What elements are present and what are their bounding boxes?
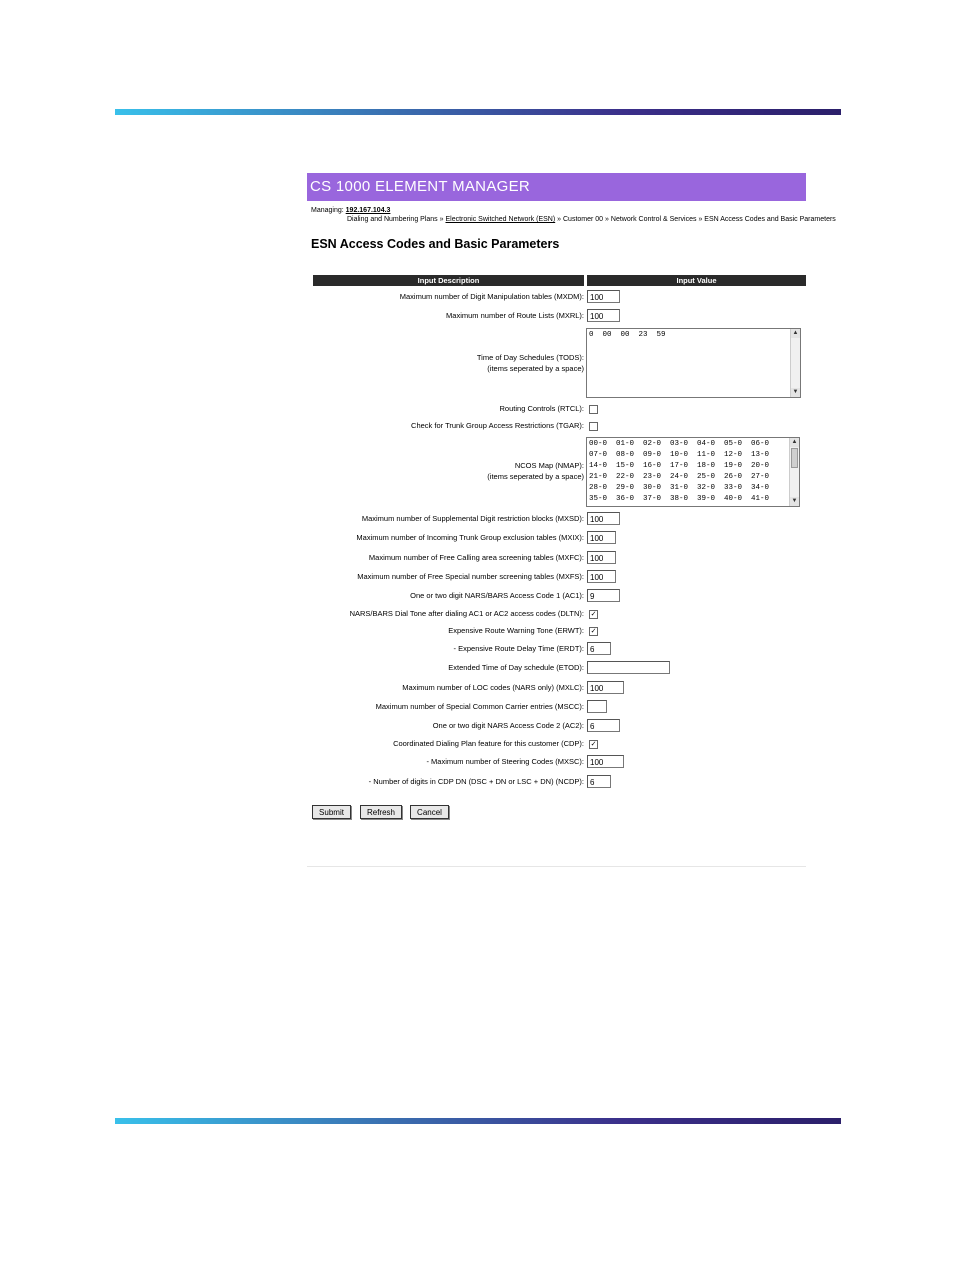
breadcrumb-current: ESN Access Codes and Basic Parameters [704, 216, 836, 223]
rtcl-checkbox[interactable] [589, 405, 598, 414]
ac2-input[interactable]: 6 [587, 719, 620, 732]
ncdp-label: - Number of digits in CDP DN (DSC + DN or LSC + DN) (NCDP): [368, 777, 584, 786]
etod-label: Extended Time of Day schedule (ETOD): [448, 663, 584, 672]
scroll-up-icon[interactable]: ▲ [792, 330, 799, 336]
managing-line [311, 207, 390, 214]
app-title: CS 1000 ELEMENT MANAGER [310, 178, 531, 195]
mxfc-label: Maximum number of Free Calling area screening tables (MXFC): [368, 553, 584, 562]
submit-button[interactable]: Submit [312, 805, 351, 819]
breadcrumb-esn-link[interactable]: Electronic Switched Network (ESN) [445, 216, 556, 223]
nmap-textarea[interactable] [586, 437, 800, 507]
scroll-up-icon[interactable]: ▲ [791, 439, 798, 445]
tods-textarea[interactable] [586, 328, 801, 398]
tods-label: Time of Day Schedules (TODS): [476, 353, 584, 362]
breadcrumb-separator: » [605, 216, 609, 223]
ac1-input[interactable]: 9 [587, 589, 620, 602]
managing-ip-link[interactable]: 192.167.104.3 [345, 207, 391, 214]
bottom-divider [115, 1118, 841, 1124]
mxdm-label: Maximum number of Digit Manipulation tables (MXDM): [399, 292, 584, 301]
scroll-down-icon[interactable]: ▼ [791, 498, 798, 504]
breadcrumb-separator: » [439, 216, 444, 223]
mxix-input[interactable]: 100 [587, 531, 616, 544]
top-divider [115, 109, 841, 115]
breadcrumb-dialing-plans[interactable]: Dialing and Numbering Plans [347, 216, 438, 223]
cdp-label: Coordinated Dialing Plan feature for this customer (CDP): [393, 739, 584, 748]
mxdm-input[interactable]: 100 [587, 290, 620, 303]
erwt-label: Expensive Route Warning Tone (ERWT): [448, 626, 584, 635]
ac2-label: One or two digit NARS Access Code 2 (AC2): [432, 721, 584, 730]
dltn-label: NARS/BARS Dial Tone after dialing AC1 or AC2 access codes (DLTN): [349, 609, 584, 618]
erwt-checkbox[interactable]: ✓ [590, 628, 597, 635]
column-header-value: Input Value [587, 275, 806, 286]
mxsd-label: Maximum number of Supplemental Digit restriction blocks (MXSD): [361, 514, 584, 523]
column-header-description: Input Description [313, 275, 584, 286]
mxlc-input[interactable]: 100 [587, 681, 624, 694]
mxfs-input[interactable]: 100 [587, 570, 616, 583]
breadcrumb-customer[interactable]: Customer 00 [563, 216, 604, 223]
erdt-input[interactable]: 6 [587, 642, 611, 655]
etod-input[interactable] [587, 661, 670, 674]
breadcrumb-network-control[interactable]: Network Control & Services [610, 216, 697, 223]
app-banner [307, 173, 806, 201]
ncdp-input[interactable]: 6 [587, 775, 611, 788]
mxfc-input[interactable]: 100 [587, 551, 616, 564]
erdt-label: - Expensive Route Delay Time (ERDT): [453, 644, 584, 653]
tods-value: 0 00 00 23 59 [589, 331, 666, 339]
refresh-button[interactable]: Refresh [360, 805, 402, 819]
mxlc-label: Maximum number of LOC codes (NARS only) (MXLC): [402, 683, 584, 692]
tods-scrollbar[interactable] [790, 329, 800, 397]
dltn-checkbox[interactable]: ✓ [590, 611, 597, 618]
breadcrumb [347, 216, 836, 223]
element-manager-window [307, 173, 836, 866]
nmap-value: 00-0 01-0 02-0 03-0 04-0 05-0 06-0 07-0 08-0 09-0 10-0 11-0 12-0 13-0 14-0 15-0 16-0 17-0 18-0 19-0 20-0 21-0 22-0 23-0 24-0 25-0 26-0 27-0 28-0 29-0 30-0 31-0 32-0 33-0 34-0 35-0 36-0 37-0 38-0 39-0 40-0 41-0 [589, 440, 770, 503]
scroll-down-icon[interactable]: ▼ [792, 389, 799, 395]
mxsc-input[interactable]: 100 [587, 755, 624, 768]
mxrl-label: Maximum number of Route Lists (MXRL): [446, 311, 584, 320]
breadcrumb-separator: » [698, 216, 703, 223]
tgar-checkbox[interactable] [589, 422, 598, 431]
nmap-label: NCOS Map (NMAP): [514, 461, 584, 470]
mscc-input[interactable] [587, 700, 607, 713]
mxix-label: Maximum number of Incoming Trunk Group exclusion tables (MXIX): [356, 533, 584, 542]
tods-hint: (items seperated by a space) [487, 364, 584, 373]
mscc-label: Maximum number of Special Common Carrier entries (MSCC): [375, 702, 584, 711]
managing-label: Managing: [311, 207, 344, 214]
nmap-hint: (items seperated by a space) [487, 472, 584, 481]
breadcrumb-separator: » [557, 216, 562, 223]
scroll-thumb[interactable] [791, 448, 798, 468]
window-bottom-border [307, 866, 806, 867]
mxsd-input[interactable]: 100 [587, 512, 620, 525]
cancel-button[interactable]: Cancel [410, 805, 449, 819]
ac1-label: One or two digit NARS/BARS Access Code 1 (AC1): [410, 591, 584, 600]
mxsc-label: - Maximum number of Steering Codes (MXSC): [426, 757, 584, 766]
mxfs-label: Maximum number of Free Special number screening tables (MXFS): [357, 572, 584, 581]
tgar-label: Check for Trunk Group Access Restrictions (TGAR): [411, 421, 584, 430]
cdp-checkbox[interactable]: ✓ [590, 741, 597, 748]
nmap-scrollbar[interactable] [789, 438, 799, 506]
mxrl-input[interactable]: 100 [587, 309, 620, 322]
page-title: ESN Access Codes and Basic Parameters [311, 237, 560, 251]
rtcl-label: Routing Controls (RTCL): [499, 404, 584, 413]
